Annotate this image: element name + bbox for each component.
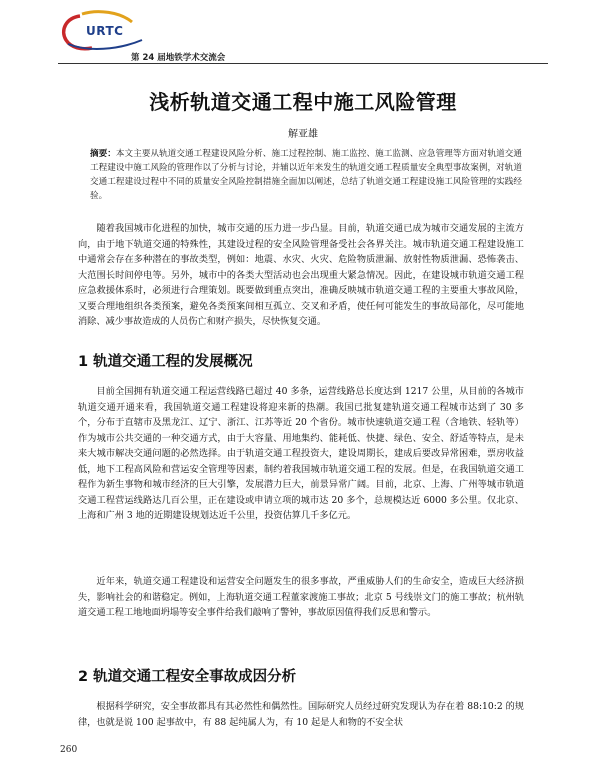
abstract (90, 147, 522, 203)
section-2-heading: 2 轨道交通工程安全事故成因分析 (78, 669, 297, 685)
author-name: 解亚雄 (288, 129, 318, 140)
conference-name: 第 24 届地铁学术交流会 (131, 53, 226, 63)
urtc-logo (58, 10, 148, 52)
page-number: 260 (60, 745, 78, 755)
abstract-label: 摘要： (90, 149, 116, 159)
section-1-heading: 1 轨道交通工程的发展概况 (78, 354, 253, 370)
logo-text: URTC (86, 24, 124, 38)
section-1-paragraph-1: 目前全国拥有轨道交通工程运营线路已超过 40 多条，运营线路总长度达到 1217 公里，从目前的各城市轨道交通开通来看，我国轨道交通工程建设将迎来新的热潮。我国已批复建轨道交通工程城市达到了 30 多个，分布于直辖市及黑龙江、辽宁、浙江、江苏等近 20 个省份。城市快速轨道交通工程（含地铁、轻轨等）作为城市公共交通的一种交通方式，由于大容量、用地集约、能耗低、快捷、绿色、安全、舒适等特点，是未来大城市解决交通问题的必然选择。由于轨道交通工程投资大，建设周期长，建成后要改异常困难，票房收益低，地下工程高风险和营运安全管理等因素，制约着我国城市轨道交通工程的发展。但是，在我国轨道交通工程作为新生事物和城市经济的巨大引擎，发展潜力巨大，前景异常广阔。目前，北京、上海、广州等城市轨道交通工程营运线路达几百公里，正在建设或申请立项的城市达 20 多个，总规模达近 6000 多公里。仅北京、上海和广州 3 地的近期建设规划达近千公里，投资估算几千多亿元。 (78, 386, 524, 521)
abstract-text: 本文主要从轨道交通工程建设风险分析、施工过程控制、施工监控、施工监测、应急管理等方面对轨道交通工程建设中施工风险的管理作以了分析与讨论，并辅以近年来发生的轨道交通工程质量安全典型事故案例，对轨道交通工程建设过程中不同的质量安全风险控制措施全面加以阐述，总结了轨道交通工程建设施工风险管理的实践经验。 (90, 149, 522, 201)
section-1-paragraph-2: 近年来，轨道交通工程建设和运营安全问题发生的很多事故，严重威胁人们的生命安全，造成巨大经济损失，影响社会的和谐稳定。例如，上海轨道交通工程董家渡施工事故；北京 5 号线崇文门的施工事故；杭州轨道交通工程工地地面坍塌等安全事件给我们敲响了警钟，事故原因值得我们反思和警示。 (78, 576, 524, 618)
intro-paragraph: 随着我国城市化进程的加快，城市交通的压力进一步凸显。目前，轨道交通已成为城市交通发展的主流方向，由于地下轨道交通的特殊性，其建设过程的安全风险管理备受社会各界关注。城市轨道交通工程建设施工中通常会存在多种潜在的事故类型，例如：地震、水灾、火灾、危险物质泄漏、放射性物质泄漏、恐怖袭击、大范围长时间停电等。另外，城市中的各类大型活动也会出现重大紧急情况。因此，在建设城市轨道交通工程应急救援体系时，必须进行合理策划。既要做到重点突出，准确反映城市轨道交通工程的主要重大事故风险，又要合理地组织各类预案，避免各类预案间相互孤立、交叉和矛盾，使任何可能发生的事故局部化，尽可能地消除、减少事故造成的人员伤亡和财产损失，尽快恢复交通。 (78, 223, 524, 327)
section-2-paragraph-1: 根据科学研究，安全事故都具有其必然性和偶然性。国际研究人员经过研究发现认为存在着 88:10:2 的规律，也就是说 100 起事故中，有 88 起纯属人为，有 10 起是人和物的不安全状 (78, 701, 524, 728)
paper-title: 浅析轨道交通工程中施工风险管理 (149, 90, 457, 114)
header-divider (58, 63, 548, 64)
